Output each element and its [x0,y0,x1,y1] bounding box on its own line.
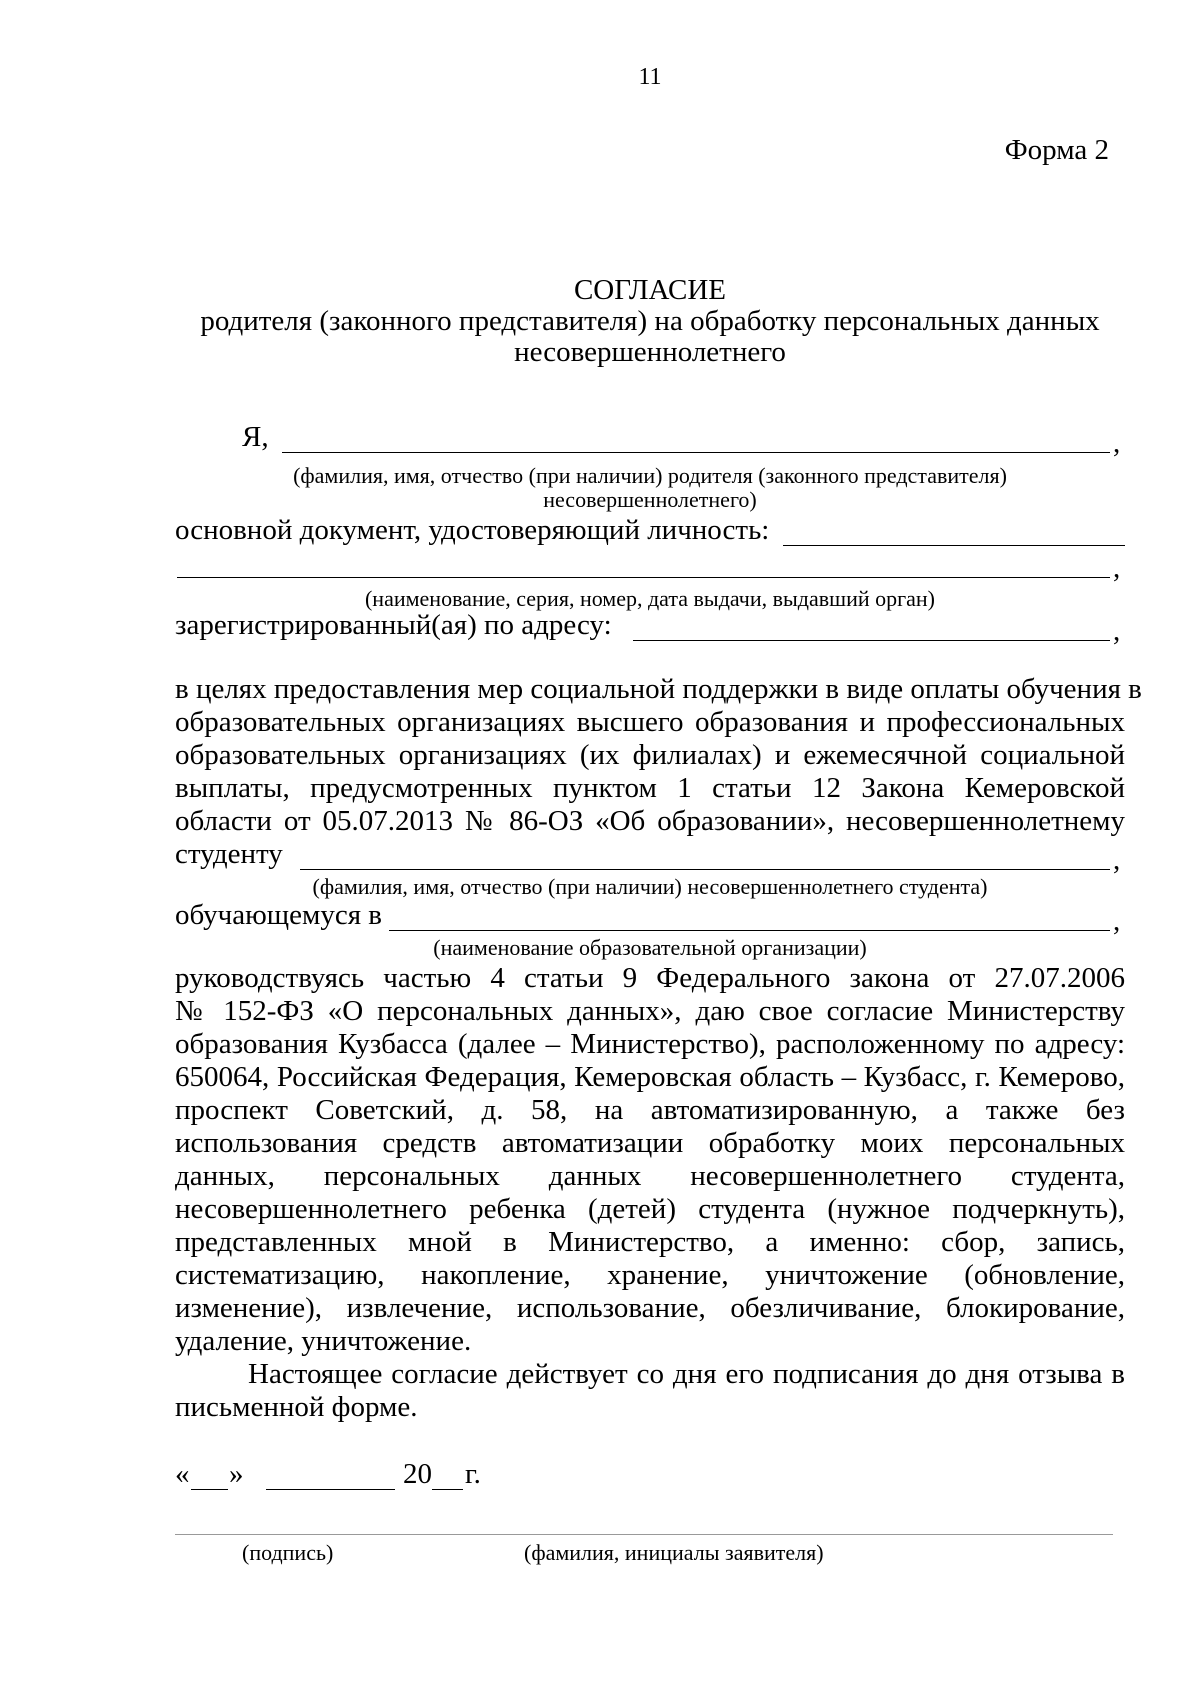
consent-line: использования средств автоматизации обработку моих персональных [175,1127,1125,1159]
date-open-quote: « [175,1458,190,1490]
comma: , [1113,552,1121,584]
consent-line: систематизацию, накопление, хранение, уничтожение (обновление, [175,1259,1125,1291]
student-label: студенту [175,838,283,870]
comma: , [1113,427,1121,459]
address-label: зарегистрированный(ая) по адресу: [175,609,612,641]
consent-line: удаление, уничтожение. [175,1325,472,1357]
consent-line: руководствуясь частью 4 статьи 9 Федерального закона от 27.07.2006 [175,962,1125,994]
studying-label: обучающемуся в [175,899,382,931]
parent-name-field[interactable] [282,452,1110,453]
comma: , [1113,905,1121,937]
consent-line: представленных мной в Министерство, а именно: сбор, запись, [175,1226,1125,1258]
date-month-field[interactable] [266,1489,395,1490]
i-label: Я, [242,421,269,453]
signature-line[interactable] [175,1534,1113,1535]
date-close-quote: » [229,1458,244,1490]
date-year-suffix: г. [465,1458,481,1490]
id-document-field[interactable] [783,545,1125,546]
date-year-field[interactable] [432,1489,463,1490]
comma: , [1113,615,1121,647]
consent-line: проспект Советский, д. 58, на автоматизированную, а также без [175,1094,1125,1126]
signature-caption: (подпись) [242,1540,334,1565]
student-name-field[interactable] [300,869,1110,870]
applicant-name-caption: (фамилия, инициалы заявителя) [524,1540,824,1565]
consent-line: образования Кузбасса (далее – Министерство), расположенному по адресу: [175,1028,1125,1060]
purpose-line: образовательных организациях (их филиалах) и ежемесячной социальной [175,739,1125,771]
consent-line: данных, персональных данных несовершеннолетнего студента, [175,1160,1125,1192]
page-number: 11 [638,64,662,90]
id-document-field-2[interactable] [177,577,1110,578]
consent-line: 650064, Российская Федерация, Кемеровская область – Кузбасс, г. Кемерово, [175,1061,1125,1093]
organization-caption: (наименование образовательной организации) [433,935,867,960]
consent-line: № 152-ФЗ «О персональных данных», даю свое согласие Министерству [175,995,1125,1027]
purpose-line: области от 05.07.2013 № 86-ОЗ «Об образовании», несовершеннолетнему [175,805,1125,837]
organization-field[interactable] [389,930,1110,931]
parent-name-caption: (фамилия, имя, отчество (при наличии) родителя (законного представителя) [293,463,1007,488]
id-document-caption: (наименование, серия, номер, дата выдачи, выдавший орган) [364,586,935,611]
date-year-prefix: 20 [403,1458,432,1490]
document-subtitle: родителя (законного представителя) на обработку персональных данных [200,305,1100,337]
form-label: Форма 2 [1004,134,1109,166]
consent-line: изменение), извлечение, использование, обезличивание, блокирование, [175,1292,1125,1324]
consent-line: несовершеннолетнего ребенка (детей) студента (нужное подчеркнуть), [175,1193,1125,1225]
date-day-field[interactable] [191,1489,228,1490]
purpose-line: выплаты, предусмотренных пунктом 1 статьи 12 Закона Кемеровской [175,772,1125,804]
validity-line: Настоящее согласие действует со дня его подписания до дня отзыва в [248,1358,1125,1390]
address-field[interactable] [633,640,1110,641]
student-name-caption: (фамилия, имя, отчество (при наличии) несовершеннолетнего студента) [312,874,988,899]
comma: , [1113,844,1121,876]
parent-name-caption-cont: несовершеннолетнего) [543,487,757,512]
purpose-line: образовательных организациях высшего образования и профессиональных [175,706,1125,738]
document-subtitle-cont: несовершеннолетнего [514,336,786,368]
document-title: СОГЛАСИЕ [573,274,727,306]
purpose-line: в целях предоставления мер социальной поддержки в виде оплаты обучения в [175,673,1142,705]
validity-line: письменной форме. [175,1391,418,1423]
id-document-label: основной документ, удостоверяющий личность: [175,514,770,546]
